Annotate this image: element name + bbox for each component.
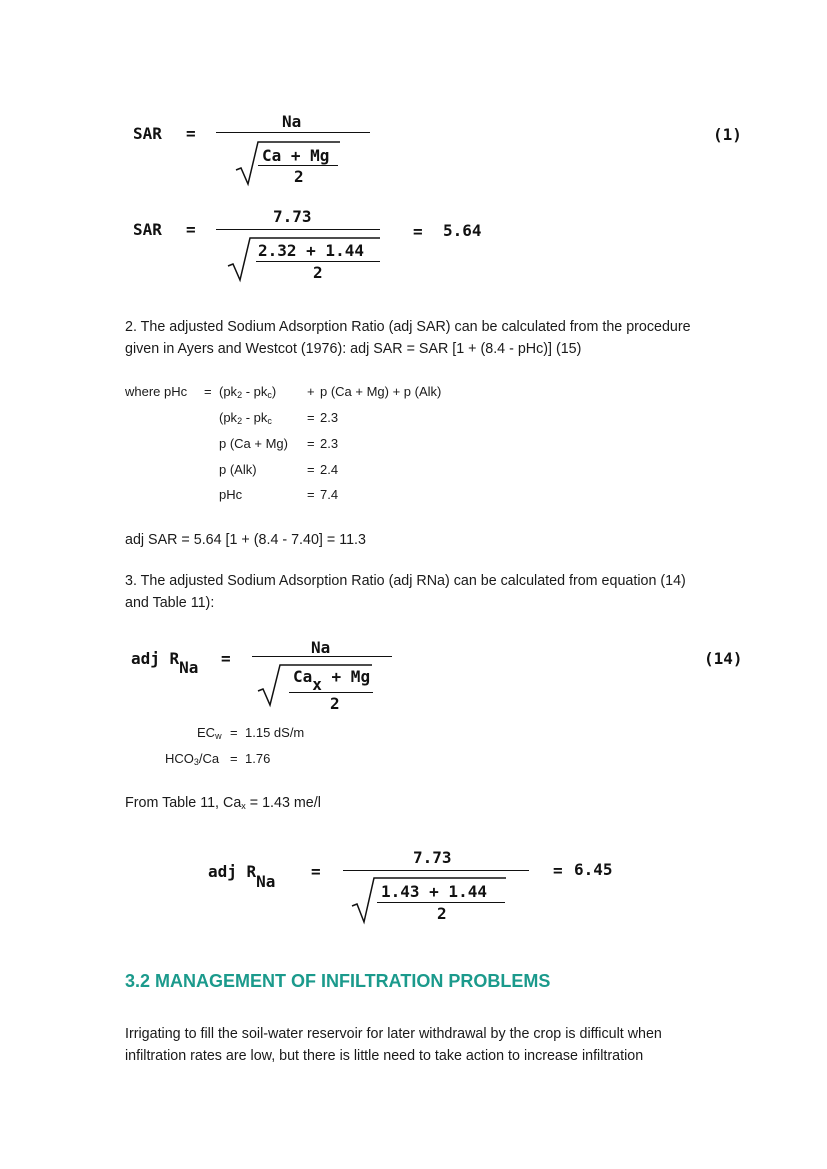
eq1b-inner-denominator: 2	[313, 263, 323, 282]
eq1-inner-numerator: Ca + Mg	[262, 146, 330, 165]
eq1b-inner-numerator: 2.32 + 1.44	[258, 241, 364, 260]
section-heading: 3.2 MANAGEMENT OF INFILTRATION PROBLEMS	[125, 971, 551, 991]
eq14b-inner-bar	[377, 902, 505, 903]
eq14b-inner-numerator: 1.43 + 1.44	[381, 882, 487, 901]
where-row-1-term: $(pk_2 - pk_c)$	[219, 384, 277, 400]
paragraph-infiltration-line-1: Irrigating to fill the soil-water reservoir for later withdrawal by the crop is difficult when	[125, 1026, 662, 1042]
paragraph-infiltration-line-2: infiltration rates are low, but there is little need to take action to increase infiltration	[125, 1048, 644, 1064]
where-row-4-value: 2.4	[320, 462, 339, 477]
where-row-3-value: 2.3	[320, 436, 339, 451]
eq14-lhs: adj RNa	[131, 649, 199, 677]
hco3-value: 1.76	[245, 751, 271, 766]
eq1-number: (1)	[713, 125, 742, 144]
where-row-4-op: =	[307, 462, 315, 477]
eq14b-result: 6.45	[574, 860, 613, 879]
eq1b-lhs: SAR	[133, 220, 162, 239]
ecw-equals: =	[230, 725, 238, 740]
eq14-equals: =	[221, 649, 231, 668]
eq1-numerator: Na	[282, 112, 302, 131]
hco3-label: $HCO_3/Ca$	[165, 751, 220, 767]
eq14-fraction-bar	[252, 656, 392, 657]
eq14-number: (14)	[704, 649, 743, 668]
where-label: where pHc	[125, 384, 188, 399]
where-row-4-term: p (Alk)	[219, 462, 257, 477]
where-row-3-term: p (Ca + Mg)	[219, 436, 288, 451]
eq14b-fraction-bar	[343, 870, 529, 871]
where-row-5-value: 7.4	[320, 487, 339, 502]
where-row-2-op: =	[307, 410, 315, 425]
eq1b-fraction-bar	[216, 229, 380, 230]
eq14b-equals-2: =	[553, 861, 563, 880]
where-row-5-op: =	[307, 487, 315, 502]
eq1b-result: 5.64	[443, 221, 482, 240]
eq1-inner-denominator: 2	[294, 167, 304, 186]
eq1b-equals-2: =	[413, 222, 423, 241]
eq14-inner-numerator: Cax + Mg	[293, 667, 371, 694]
eq1-equals: =	[186, 124, 196, 143]
from-table-line: From Table 11, $Ca_x = 1.43$ me/l	[125, 795, 321, 811]
where-row-1-op: +	[307, 384, 315, 399]
where-row-3-op: =	[307, 436, 315, 451]
hco3-equals: =	[230, 751, 238, 766]
where-equals: =	[204, 384, 212, 399]
eq1-lhs: SAR	[133, 124, 162, 143]
ecw-label: $EC_w$	[197, 725, 222, 741]
paragraph-adj-sar: 2. The adjusted Sodium Adsorption Ratio (adj SAR) can be calculated from the procedure given in Ayers and Westcot (1976): adj SAR = SAR [1 + (8.4 - pHc)] (15)	[125, 319, 691, 357]
paragraph-adj-rna: 3. The adjusted Sodium Adsorption Ratio (adj RNa) can be calculated from equation (14) and Table 11):	[125, 573, 686, 611]
ecw-value: 1.15 dS/m	[245, 725, 305, 740]
eq1b-numerator: 7.73	[273, 207, 312, 226]
where-row-2-value: 2.3	[320, 410, 339, 425]
eq14b-numerator: 7.73	[413, 848, 452, 867]
eq14b-equals: =	[311, 862, 321, 881]
where-row-1-value: p (Ca + Mg) + p (Alk)	[320, 384, 442, 399]
eq14-numerator: Na	[311, 638, 331, 657]
eq14b-lhs: adj RNa	[208, 862, 276, 891]
eq1b-equals: =	[186, 220, 196, 239]
eq1b-inner-bar	[256, 261, 380, 262]
where-row-2-term: ($pk_2 - pk_c$	[219, 410, 272, 426]
eq1-inner-bar	[258, 165, 338, 166]
where-row-5-term: pHc	[219, 487, 243, 502]
adj-sar-result: adj SAR = 5.64 [1 + (8.4 - 7.40] = 11.3	[125, 532, 366, 548]
eq1-fraction-bar	[216, 132, 370, 133]
eq14-inner-bar	[289, 692, 373, 693]
eq14-inner-denominator: 2	[330, 694, 340, 713]
eq14b-inner-denominator: 2	[437, 904, 447, 923]
